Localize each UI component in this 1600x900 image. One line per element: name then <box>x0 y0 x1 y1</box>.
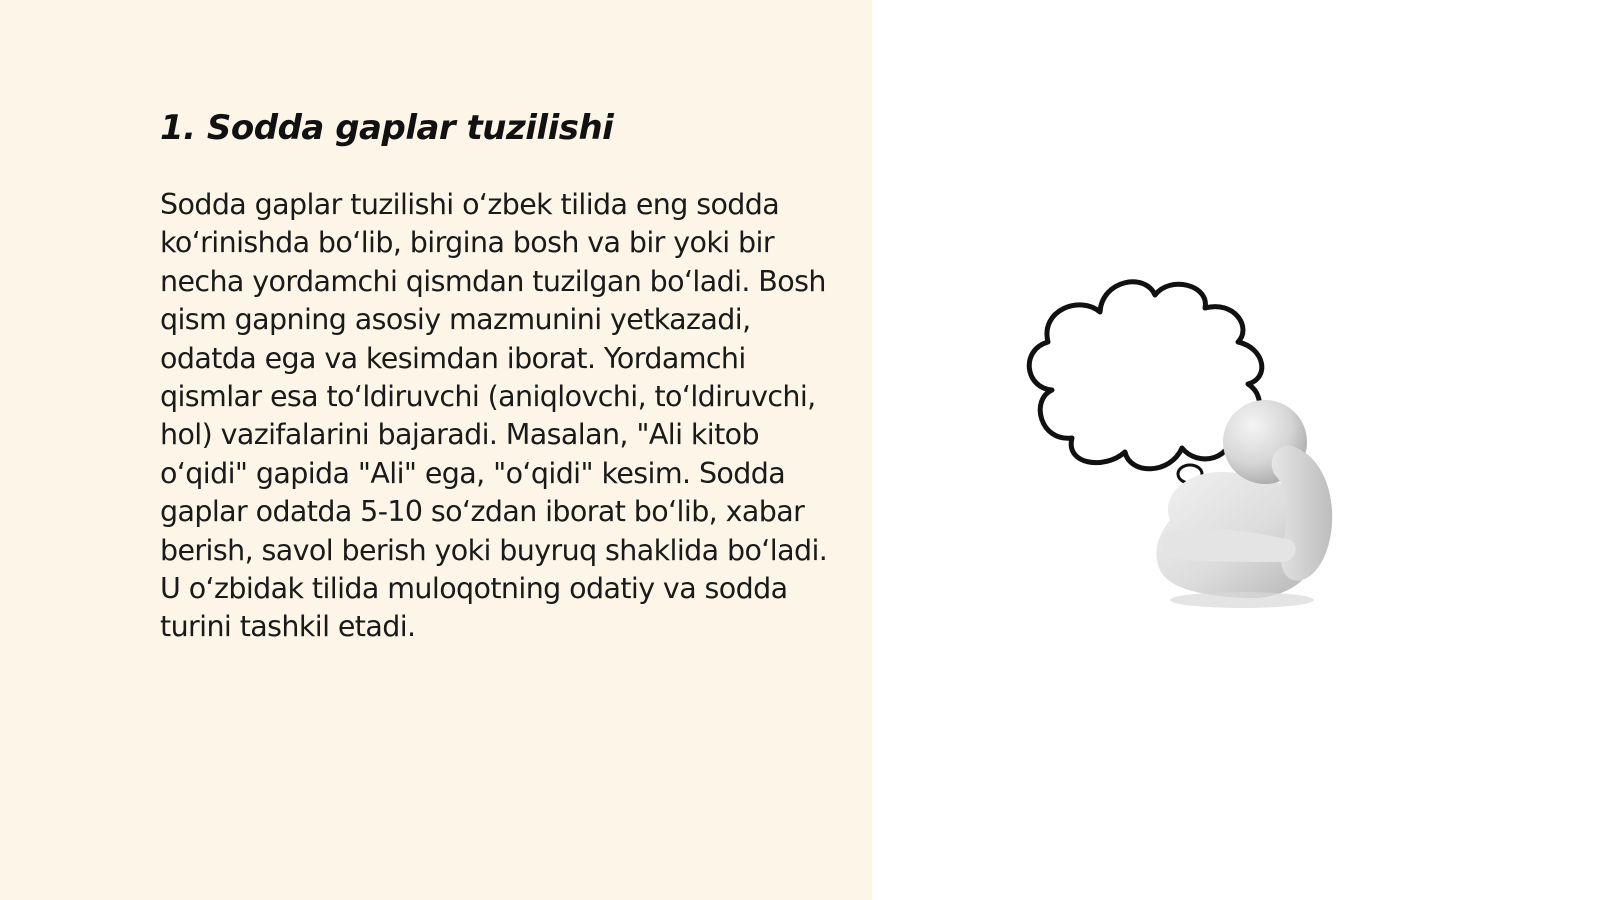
slide-body-text: Sodda gaplar tuzilishi o‘zbek tilida eng sodda ko‘rinishda bo‘lib, birgina bosh va bir yoki bir necha yordamchi qismdan tuzilgan bo‘ladi. Bosh qism gapning asosiy mazmunini yetkazadi, odatda ega va kesimdan iborat. Yordamchi qismlar esa to‘ldiruvchi (aniqlovchi, to‘ldiruvchi, hol) vazifalarini bajaradi. Masalan, "Ali kitob o‘qidi" gapida "Ali" ega, "o‘qidi" kesim. Sodda gaplar odatda 5-10 so‘zdan iborat bo‘lib, xabar berish, savol berish yoki buyruq shaklida bo‘ladi. U o‘zbidak tilida muloqotning odatiy va sodda turini tashkil etadi. <box>160 188 828 644</box>
thinking-person-with-thought-bubble-icon <box>1020 270 1360 620</box>
thinking-person-illustration <box>1020 270 1360 620</box>
slide-title: 1. Sodda gaplar tuzilishi <box>160 108 614 148</box>
